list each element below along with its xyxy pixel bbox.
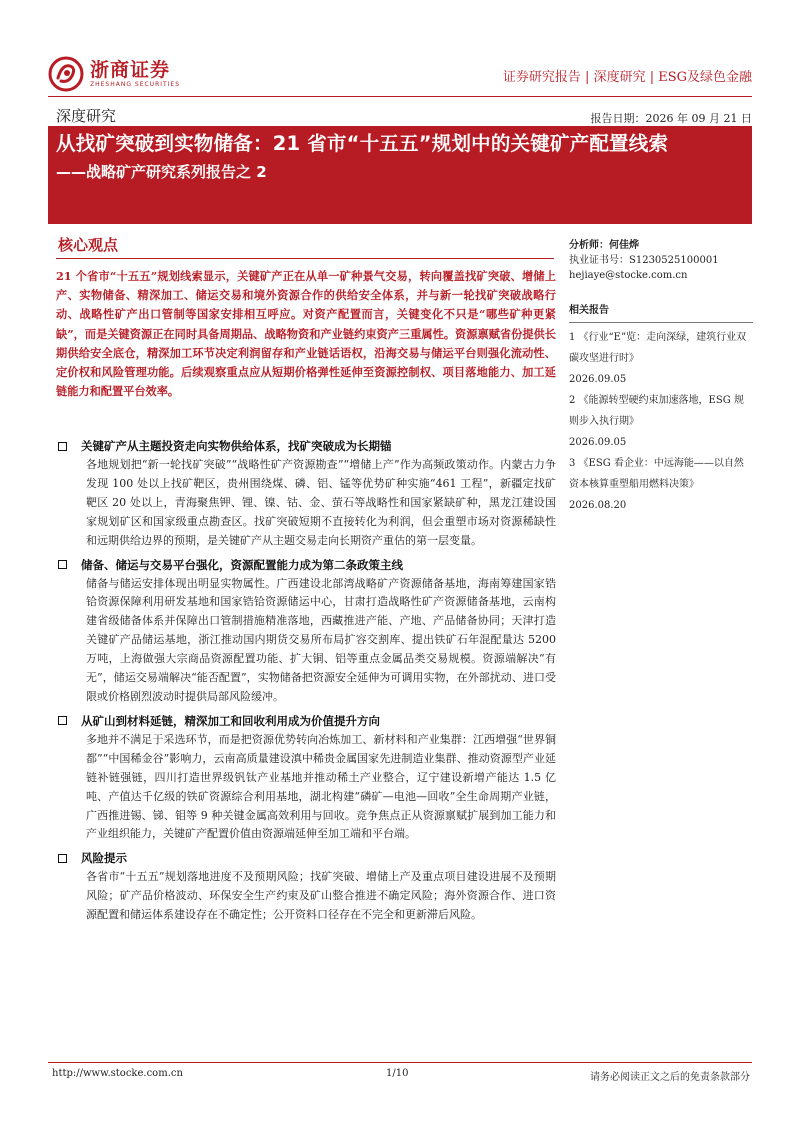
section-risks — [56, 848, 556, 925]
related-report-1[interactable]: 1 《行业“E”览：走向深绿，建筑行业双碳攻坚进行时》 — [569, 332, 747, 364]
checkbox-bullet-icon — [58, 854, 67, 863]
analyst-email[interactable]: hejiaye@stocke.com.cn — [569, 270, 688, 281]
core-view-heading: 核心观点 — [58, 236, 119, 254]
analyst-license: 执业证书号：S1230525100001 — [569, 255, 719, 266]
related-report-2-date: 2026.09.05 — [569, 437, 627, 448]
section-body: 储备与储运安排体现出明显实物属性。广西建设北部湾战略矿产资源储备基地，海南筹建国家锆铪资源保障利用研发基地和国家锆铪资源储运中心，甘肃打造战略性矿产资源储备基地，云南构建省级储备体系并保障出口管制措施精准落地，西藏推进产能、产地、产品储备协同；天津打造关键矿产品储运基地，浙江推动国内期货交易所布局扩容交割库、提出铁矿石年混配量达 5200 万吨，上海做强大宗商品资源配置功能、扩大铜、铝等重点金属品类交易规模。资源端解决“有无”，储运交易端解决“能否配置”，实物储备把资源安全延伸为可调用实物，在外部扰动、进口受限或价格剧烈波动时提供局部风险缓冲。 — [86, 576, 556, 703]
sidebar — [569, 238, 753, 516]
section-exploration — [56, 436, 556, 551]
title-banner — [48, 126, 752, 224]
section-heading: 从矿山到材料延链，精深加工和回收利用成为价值提升方向 — [81, 713, 380, 728]
checkbox-bullet-icon — [58, 442, 67, 451]
footer-website-link[interactable]: http://www.stocke.com.cn — [52, 1068, 183, 1079]
footer-disclaimer: 请务必阅读正文之后的免责条款部分 — [590, 1072, 750, 1083]
section-heading: 储备、储运与交易平台强化，资源配置能力成为第二条政策主线 — [81, 557, 403, 572]
section-body: 各地规划把“新一轮找矿突破”“战略性矿产资源勘查”“增储上产”作为高频政策动作。内蒙古力争发现 100 处以上找矿靶区，贵州围绕煤、磷、铝、锰等优势矿种实施“461 工程”，新疆定找矿靶区 20 处以上，青海聚焦钾、锂、镍、钴、金、萤石等战略性和国家紧缺矿种，黑龙江建设国家规划矿区和国家级重点勘查区。找矿突破短期不直接转化为利润，但会重塑市场对资源稀缺性和远期供给边界的预期，是关键矿产从主题交易走向长期资产重估的第一层变量。 — [86, 458, 556, 547]
section-processing — [56, 711, 556, 844]
section-body: 多地并不满足于采选环节，而是把资源优势转向冶炼加工、新材料和产业集群：江西增强“世界铜都”“中国稀金谷”影响力，云南高质量建设滇中稀贵金属国家先进制造业集群、推动资源型产业延链补链强链，四川打造世界级钒钛产业基地并推动稀土产业整合，辽宁建设新增产能达 1.5 亿吨、产值达千亿级的铁矿资源综合利用基地，湖北构建“磷矿—电池—回收”全生命周期产业链，广西推进锡、锑、钼等 9 种关键金属高效利用与回收。竞争焦点正从资源禀赋扩展到加工能力和产业组织能力，关键矿产配置价值由资源端延伸至加工端和平台端。 — [86, 732, 556, 841]
related-reports-heading: 相关报告 — [569, 305, 609, 316]
page-header — [48, 52, 752, 94]
section-heading: 关键矿产从主题投资走向实物供给体系，找矿突破成为长期锚 — [81, 439, 392, 453]
zheshang-logo-icon — [48, 56, 84, 92]
core-view-summary: 21 个省市“十五五”规划线索显示，关键矿产正在从单一矿种景气交易，转向覆盖找矿突破、增储上产、实物储备、精深加工、储运交易和境外资源合作的供给安全体系，并与新一轮找矿突破战略行动、战略性矿产出口管制等国家安排相互呼应。对资产配置而言，关键变化不只是“哪些矿种更紧缺”，而是关键资源正在同时具备周期品、战略物资和产业链约束资产三重属性。资源禀赋省份提供长期供给安全底仓，精深加工环节决定利润留存和产业链话语权，沿海交易与储运平台则强化流动性、定价权和风险管理功能。后续观察重点应从短期价格弹性延伸至资源控制权、项目落地能力、加工延链能力和配置平台效率。 — [56, 269, 556, 399]
checkbox-bullet-icon — [58, 716, 67, 725]
logo-name-en: ZHESHANG SECURITIES — [90, 81, 181, 88]
section-reserves — [56, 555, 556, 707]
related-report-2[interactable]: 2 《能源转型硬约束加速落地，ESG 规则步入执行期》 — [569, 395, 744, 427]
related-report-1-date: 2026.09.05 — [569, 374, 627, 385]
report-type: 深度研究 — [56, 107, 117, 125]
analyst-name: 分析师：何佳烨 — [569, 240, 639, 251]
footer-divider — [48, 1062, 752, 1063]
section-heading: 风险提示 — [81, 851, 127, 866]
report-title: 从找矿突破到实物储备：21 省市“十五五”规划中的关键矿产配置线索 — [56, 132, 669, 155]
header-category-tags: 证券研究报告 | 深度研究 | ESG及绿色金融 — [502, 70, 752, 85]
related-reports-divider — [569, 322, 753, 323]
section-body: 各省市“十五五”规划落地进度不及预期风险；找矿突破、增储上产及重点项目建设进展不及预期风险；矿产品价格波动、环保安全生产约束及矿山整合推进不确定风险；海外资源合作、进口资源配置和储运体系建设存在不确定性；公开资料口径存在不完全和更新滞后风险。 — [86, 870, 556, 922]
checkbox-bullet-icon — [58, 560, 67, 569]
logo-name-cn: 浙商证券 — [90, 59, 171, 81]
related-report-3[interactable]: 3 《ESG 看企业：中远海能——以自然资本核算重塑船用燃料决策》 2026.08.20 — [569, 458, 744, 511]
page-number: 1/10 — [386, 1068, 409, 1079]
report-date: 报告日期：2026 年 09 月 21 日 — [590, 112, 752, 125]
report-sections — [56, 436, 556, 929]
header-divider — [48, 96, 752, 97]
report-subtitle: ——战略矿产研究系列报告之 2 — [56, 163, 267, 181]
company-logo — [48, 56, 180, 92]
core-view-divider — [56, 258, 554, 259]
